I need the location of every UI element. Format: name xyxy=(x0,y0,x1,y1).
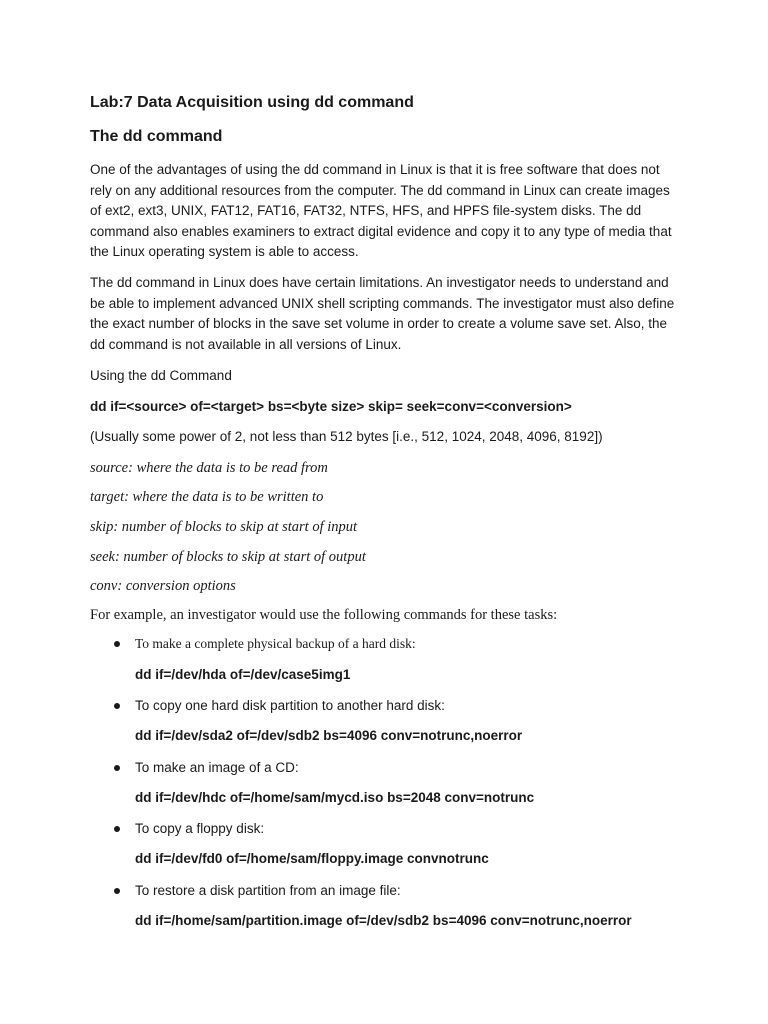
paragraph-advantages: One of the advantages of using the dd command in Linux is that it is free software that does not rely on any additional resources from the computer. The dd command in Linux can create images of ext2, ext3, UNIX, FAT12, FAT16, FAT32, NTFS, HFS, and HPFS file-system disks. The dd command also enables examiners to extract digital evidence and copy it to any type of media that the Linux operating system is able to access. xyxy=(90,162,672,259)
example-task: To copy a floppy disk: xyxy=(135,821,265,836)
example-task: To copy one hard disk partition to another hard disk: xyxy=(135,698,445,713)
definition-target: target: where the data is to be written to xyxy=(90,489,324,505)
example-command: dd if=/dev/hdc of=/home/sam/mycd.iso bs=2048 conv=notrunc xyxy=(135,790,535,805)
bs-note: (Usually some power of 2, not less than 512 bytes [i.e., 512, 1024, 2048, 4096, 8192]) xyxy=(90,429,603,444)
bullet-icon xyxy=(114,888,120,894)
usage-label: Using the dd Command xyxy=(90,368,232,383)
paragraph-limitations: The dd command in Linux does have certain limitations. An investigator needs to understand and be able to implement advanced UNIX shell scripting commands. The investigator must also define the exact number of blocks in the save set volume in order to create a volume save set. Also, the dd command is not available in all versions of Linux. xyxy=(90,275,675,352)
dd-syntax: dd if=<source> of=<target> bs=<byte size> skip= seek=conv=<conversion> xyxy=(90,399,572,414)
definition-conv: conv: conversion options xyxy=(90,578,236,594)
definition-source: source: where the data is to be read from xyxy=(90,460,328,476)
example-command: dd if=/dev/sda2 of=/dev/sdb2 bs=4096 conv=notrunc,noerror xyxy=(135,728,523,743)
bullet-icon xyxy=(114,641,120,647)
bullet-icon xyxy=(114,826,120,832)
section-heading: The dd command xyxy=(90,128,223,145)
definition-seek: seek: number of blocks to skip at start of output xyxy=(90,549,366,565)
example-task: To restore a disk partition from an image file: xyxy=(135,883,401,898)
example-command: dd if=/dev/fd0 of=/home/sam/floppy.image convnotrunc xyxy=(135,851,489,866)
example-intro: For example, an investigator would use the following commands for these tasks: xyxy=(90,607,558,623)
bullet-icon xyxy=(114,703,120,709)
definition-skip: skip: number of blocks to skip at start of input xyxy=(90,519,358,535)
bullet-icon xyxy=(114,765,120,771)
example-task: To make a complete physical backup of a hard disk: xyxy=(135,636,416,651)
example-task: To make an image of a CD: xyxy=(135,760,299,775)
page-title: Lab:7 Data Acquisition using dd command xyxy=(90,94,414,111)
example-command: dd if=/home/sam/partition.image of=/dev/sdb2 bs=4096 conv=notrunc,noerror xyxy=(135,913,632,928)
example-command: dd if=/dev/hda of=/dev/case5img1 xyxy=(135,667,351,682)
